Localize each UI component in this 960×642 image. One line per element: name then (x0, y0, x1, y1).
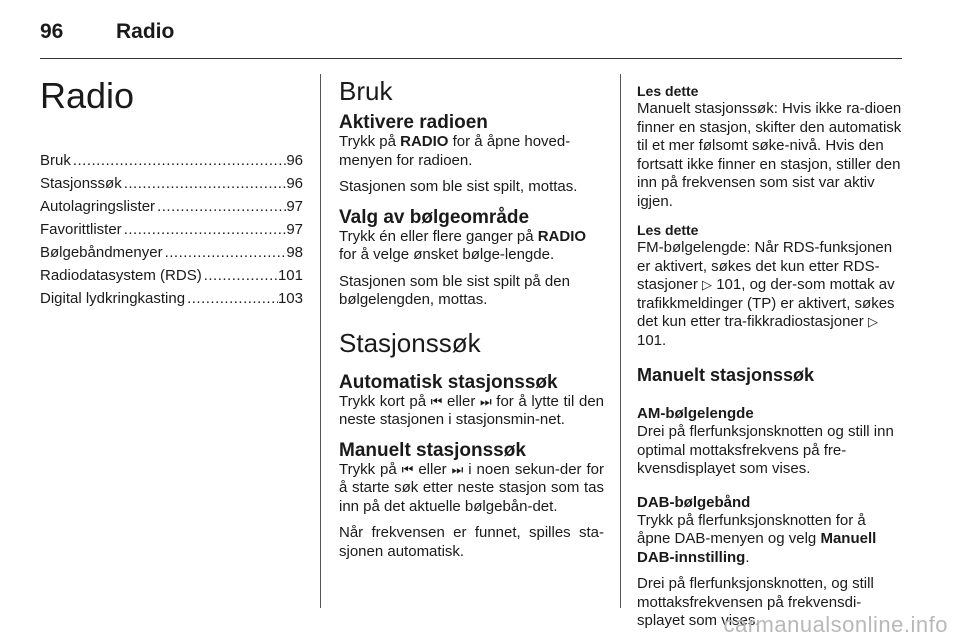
note-label: Les dette (637, 83, 699, 99)
toc-leader-dots (163, 242, 287, 263)
toc-leader-dots (202, 265, 278, 286)
content-column-2 (339, 74, 604, 569)
toc-leader-dots (155, 196, 286, 217)
toc-entry-title: Favorittlister (40, 221, 122, 238)
running-title: Radio (116, 20, 175, 43)
toc-entry-page: 97 (286, 221, 303, 238)
toc-entry[interactable] (40, 288, 303, 309)
paragraph: Drei på flerfunksjonsknotten og still inn optimal mottaksfrekvens på fre-kvensdisplayet som vises. (637, 423, 894, 477)
toc-entry-page: 101 (277, 267, 303, 284)
toc-entry-page: 103 (277, 290, 303, 307)
toc-entry-page: 96 (286, 152, 303, 169)
paragraph: Trykk på ⏮ eller ⏭ i noen sekun-der for å starte søk etter neste stasjon som tas inn på det aktuelle bølgebån-det. (339, 460, 604, 515)
toc-entry-title: Bølgebåndmenyer (40, 244, 163, 261)
content-column-3 (637, 74, 903, 639)
toc-leader-dots (122, 173, 287, 194)
subheading-manuelt: Manuelt stasjonssøk (339, 439, 526, 461)
toc-entry-title: Bruk (40, 152, 71, 169)
seek-back-icon: ⏮ (401, 461, 414, 477)
note-text: Manuelt stasjonssøk: Hvis ikke ra-dioen finner en stasjon, skifter den automatisk til et mer følsomt søke-nivå. Hvis den fortsatt ikke finner en stasjon, stiller den inn på frekvensen som sist var aktiv igjen. (637, 100, 902, 210)
paragraph: Stasjonen som ble sist spilt, mottas. (339, 178, 578, 195)
subheading-valg: Valg av bølgeområde (339, 206, 530, 228)
chapter-title: Radio (40, 75, 135, 116)
toc-entry-title: Digital lydkringkasting (40, 290, 186, 307)
page-number: 96 (40, 20, 64, 43)
toc-entry[interactable] (40, 173, 303, 194)
page-reference-icon: ▷ (702, 277, 713, 292)
paragraph: Stasjonen som ble sist spilt på den bølgelengden, mottas. (339, 272, 570, 308)
toc-entry-title: Autolagringslister (40, 198, 156, 215)
menu-option-label: Manuell DAB-innstilling (637, 530, 877, 566)
paragraph: Når frekvensen er funnet, spilles sta-sjonen automatisk. (339, 524, 604, 560)
subheading-dab: DAB-bølgebånd (637, 493, 751, 511)
paragraph: Trykk kort på ⏮ eller ⏭ for å lytte til den neste stasjonen i stasjonsmin-net. (339, 392, 604, 428)
toc-entry-page: 97 (286, 198, 303, 215)
toc-entry[interactable] (40, 219, 303, 240)
toc-leader-dots (122, 219, 287, 240)
section-heading-stasjonssok: Stasjonssøk (339, 327, 481, 358)
subheading-aktivere: Aktivere radioen (339, 112, 488, 133)
toc-entry[interactable] (40, 196, 303, 217)
toc-entry-page: 96 (286, 175, 303, 192)
seek-forward-icon: ⏭ (479, 393, 492, 409)
seek-forward-icon: ⏭ (451, 461, 464, 477)
toc-leader-dots (71, 150, 286, 171)
section-heading-bruk: Bruk (339, 76, 393, 106)
toc-entry[interactable] (40, 150, 303, 171)
page-reference-icon: ▷ (867, 314, 878, 329)
subheading-manuelt-stasjonssok: Manuelt stasjonssøk (637, 365, 815, 385)
toc-entry-title: Radiodatasystem (RDS) (40, 267, 202, 284)
toc-entry[interactable] (40, 265, 303, 286)
column-divider (620, 74, 621, 608)
note-label: Les dette (637, 222, 699, 238)
radio-key-label: RADIO (400, 133, 449, 150)
paragraph: Trykk på flerfunksjonsknotten for å åpne DAB-menyen og velg Manuell DAB-innstilling. (637, 511, 877, 566)
note-text: FM-bølgelengde: Når RDS-funksjonen er aktivert, søkes det kun etter RDS-stasjoner ▷ 101, og der-som mottak av trafikkmeldinger (TP) er aktivert, søkes det kun etter tra-fikkradiostasjoner ▷ 101. (637, 239, 895, 349)
toc-entry-title: Stasjonssøk (40, 175, 122, 192)
toc-entry-page: 98 (286, 244, 303, 261)
toc-list (40, 150, 303, 309)
toc-leader-dots (185, 288, 278, 309)
seek-back-icon: ⏮ (430, 393, 443, 409)
subheading-am: AM-bølgelengde (637, 405, 754, 422)
toc-entry[interactable] (40, 242, 303, 263)
column-divider (320, 74, 321, 608)
subheading-automatisk: Automatisk stasjonssøk (339, 371, 558, 393)
paragraph: Drei på flerfunksjonsknotten, og still mottaksfrekvensen på frekvensdi-splayet som vises. (637, 575, 874, 629)
header-rule (40, 58, 902, 59)
paragraph: Trykk én eller flere ganger på RADIO for å velge ønsket bølge-lengde. (339, 227, 587, 263)
toc-column (40, 74, 303, 311)
radio-key-label: RADIO (537, 227, 587, 245)
paragraph: Trykk på RADIO for å åpne hoved-menyen for radioen. (339, 133, 571, 169)
watermark: carmanualsonline.info (723, 612, 948, 637)
